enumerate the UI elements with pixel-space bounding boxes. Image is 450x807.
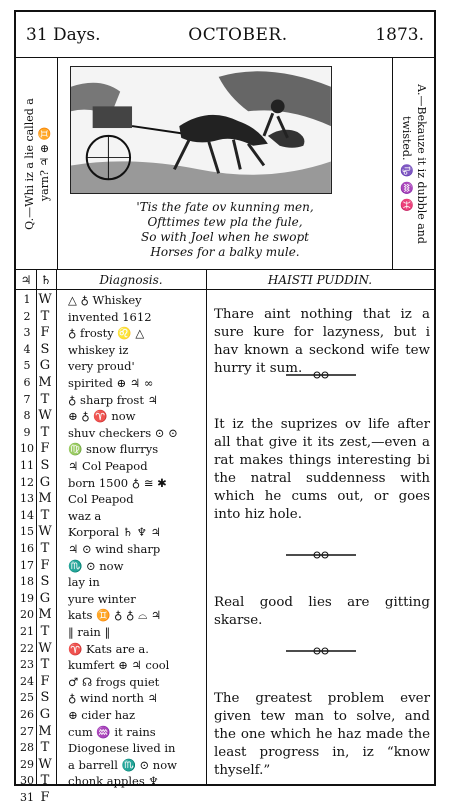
paragraph-2: It iz the suprizes ov life after all that give it its zest,—even a rat makes things interesting bi the natral suddenness with which he cums out, or goes into hiz hole.	[214, 417, 430, 522]
day-row	[16, 657, 216, 674]
weekday-letter: W	[38, 408, 52, 424]
top-band	[16, 58, 434, 270]
day-number: 2	[23, 309, 31, 323]
paragraph-1: Thare aint nothing that iz a sure kure for lazyness, but i hav known a seckond wife tew hurry it sum.	[214, 307, 430, 376]
weekday-letter: G	[39, 358, 51, 374]
weekday-letter: W	[38, 524, 52, 540]
diagnosis-entry: cum ♒ it rains	[68, 724, 156, 739]
weekday-letter: F	[40, 441, 50, 457]
day-number: 8	[23, 409, 31, 423]
day-number: 4	[23, 342, 31, 356]
diagnosis-entry: ♁ sharp frost ♃	[68, 392, 158, 407]
day-number: 14	[20, 508, 34, 522]
day-row	[16, 375, 216, 392]
day-number: 9	[23, 425, 31, 439]
day-number: 23	[20, 658, 34, 672]
weekday-letter: F	[40, 673, 50, 689]
day-row	[16, 724, 216, 741]
paragraph-3: Real good lies are gitting skarse.	[214, 595, 430, 628]
paragraph-4: The greatest problem ever given tew man to solve, and the one which he haz made the least progress in, iz “know thyself.”	[214, 691, 430, 778]
day-row	[16, 425, 216, 442]
day-row	[16, 740, 216, 757]
day-number: 1	[23, 293, 31, 306]
diagnosis-entry: Col Peapod	[68, 492, 134, 507]
question-line-1: Q.—Whi iz a lie called a	[22, 97, 36, 230]
days-count: 31 Days.	[26, 24, 101, 45]
day-number: 22	[20, 641, 34, 655]
day-row	[16, 757, 216, 774]
day-row	[16, 475, 216, 492]
weekday-letter: F	[40, 790, 50, 805]
illustration-panel	[58, 58, 392, 269]
weekday-letter: M	[38, 491, 52, 507]
day-row	[16, 325, 216, 342]
day-row	[16, 690, 216, 707]
day-number: 29	[20, 757, 34, 771]
weekday-letter: W	[38, 756, 52, 772]
month-title: OCTOBER.	[188, 24, 288, 45]
day-row	[16, 508, 216, 525]
day-number: 6	[23, 376, 31, 389]
weekday-letter: W	[38, 292, 52, 307]
day-row	[16, 441, 216, 458]
day-row	[16, 707, 216, 724]
weekday-letter: T	[40, 391, 50, 407]
question-line-2: yarn? ♃ ⊕ ♊	[37, 126, 51, 201]
day-number: 21	[20, 625, 34, 638]
verse-line: Ofttimes tew pla the fule,	[147, 215, 303, 229]
day-row	[16, 524, 216, 541]
weekday-letter: W	[38, 640, 52, 656]
horse-and-cart-illustration	[70, 66, 332, 194]
weekday-letter: M	[38, 723, 52, 739]
diagnosis-entry: ♃ ⊙ wind sharp	[68, 542, 161, 556]
diagnosis-entry: ♃ Col Peapod	[68, 459, 148, 473]
weekday-letter: T	[40, 308, 50, 324]
day-number: 5	[23, 359, 31, 373]
diagnosis-entry: very proud'	[68, 359, 135, 374]
day-symbol-header: ♄	[36, 270, 56, 290]
diagnosis-entry: lay in	[68, 575, 100, 590]
diagnosis-entry: Diogonese lived in	[68, 741, 176, 756]
day-row	[16, 641, 216, 658]
weekday-letter: F	[40, 557, 50, 573]
day-number: 31	[20, 791, 34, 804]
day-row	[16, 558, 216, 575]
weekday-letter: G	[39, 590, 51, 606]
answer-line-2: twisted. ♑ ♒ ♓	[399, 115, 413, 212]
weekday-letter: T	[40, 657, 50, 673]
diagnosis-entry: chonk apples ♆	[68, 774, 159, 789]
diagnosis-entry: shuv checkers ⊙ ⊙	[68, 425, 178, 440]
day-row	[16, 591, 216, 608]
diagnosis-entry: ♏ ⊙ now	[68, 558, 124, 573]
day-number: 28	[20, 741, 34, 755]
diagnosis-entry: ♈ Kats are a.	[68, 641, 149, 656]
day-row	[16, 790, 216, 807]
diagnosis-entry: invented 1612	[68, 309, 152, 324]
weekday-letter: S	[40, 341, 50, 357]
day-number: 15	[20, 525, 34, 539]
weekday-letter: T	[40, 740, 50, 756]
day-number: 7	[23, 392, 31, 406]
diagnosis-entry: △ ♁ Whiskey	[68, 293, 142, 307]
answer-panel	[392, 58, 434, 269]
answer-line-1: A.—Bekauze it iz dubble and	[414, 83, 428, 244]
day-number: 12	[20, 475, 34, 489]
weekday-letter: T	[40, 773, 50, 789]
day-row	[16, 358, 216, 375]
day-number: 3	[23, 326, 31, 340]
weekday-letter: G	[39, 474, 51, 490]
day-row	[16, 458, 216, 475]
diagnosis-entry: a barrell ♏ ⊙ now	[68, 757, 177, 772]
day-number: 27	[20, 724, 34, 738]
day-number: 26	[20, 708, 34, 721]
weekday-letter: T	[40, 507, 50, 523]
diagnosis-entry: Korporal ♄ ♆ ♃	[68, 525, 161, 540]
day-number: 18	[20, 575, 34, 589]
weekday-letter: M	[38, 375, 52, 390]
day-number: 24	[20, 674, 34, 688]
day-number: 13	[20, 492, 34, 506]
day-row	[16, 392, 216, 409]
diagnosis-entry: ‖ rain ‖	[68, 625, 111, 639]
diagnosis-entry: waz a	[68, 508, 102, 523]
day-row	[16, 624, 216, 641]
ornament-divider	[286, 370, 356, 380]
diagnosis-header: Diagnosis.	[56, 270, 206, 290]
weekday-letter: T	[40, 624, 50, 639]
verse	[58, 200, 392, 260]
day-row	[16, 292, 216, 309]
day-number: 10	[20, 442, 34, 456]
day-number: 17	[20, 558, 34, 572]
diagnosis-entry: spirited ⊕ ♃ ∞	[68, 376, 154, 390]
year: 1873.	[375, 24, 424, 45]
ornament-divider	[286, 550, 356, 560]
day-row	[16, 408, 216, 425]
day-number: 20	[20, 608, 34, 622]
diagnosis-entry: ⊕ cider haz	[68, 708, 136, 722]
weekday-letter: S	[40, 574, 50, 590]
day-row	[16, 491, 216, 508]
verse-line: Horses for a balky mule.	[150, 245, 300, 259]
day-number: 19	[20, 591, 34, 605]
weekday-letter: T	[40, 424, 50, 440]
day-row	[16, 342, 216, 359]
day-number: 11	[20, 459, 34, 472]
diagnosis-entry: ⊕ ♁ ♈ now	[68, 409, 136, 424]
diagnosis-entry: yure winter	[68, 591, 136, 606]
ornament-divider	[286, 646, 356, 656]
day-row	[16, 309, 216, 326]
diagnosis-entry: kats ♊ ♁ ♁ ⌓ ♃	[68, 608, 162, 623]
day-number: 30	[20, 774, 34, 788]
calendar-section	[16, 270, 434, 805]
weekday-symbol-header: ♃	[16, 270, 36, 290]
weekday-letter: S	[40, 458, 50, 473]
weekday-letter: T	[40, 541, 50, 556]
day-row	[16, 607, 216, 624]
diagnosis-entry: ♁ wind north ♃	[68, 691, 158, 706]
day-number: 25	[20, 691, 34, 705]
day-row	[16, 574, 216, 591]
diagnosis-entry: ♂ ☊ frogs quiet	[68, 674, 160, 689]
day-number: 16	[20, 542, 34, 555]
diagnosis-entry: born 1500 ♁ ≅ ✱	[68, 475, 167, 490]
diagnosis-entry: kumfert ⊕ ♃ cool	[68, 658, 170, 673]
weekday-letter: G	[39, 707, 51, 722]
diagnosis-entry: ♁ frosty ♌ △	[68, 326, 145, 341]
weekday-letter: M	[38, 607, 52, 623]
day-row	[16, 773, 216, 790]
verse-line: So with Joel when he swopt	[141, 230, 309, 244]
day-row	[16, 541, 216, 558]
almanac-page	[14, 10, 436, 805]
weekday-letter: F	[40, 325, 50, 341]
question-panel	[16, 58, 58, 269]
diagnosis-entry: ♍ snow flurrys	[68, 442, 159, 457]
weekday-letter: S	[40, 690, 50, 706]
verse-line: 'Tis the fate ov kunning men,	[136, 200, 314, 214]
day-row	[16, 674, 216, 691]
article-header: HAISTI PUDDIN.	[206, 270, 434, 290]
diagnosis-entry: whiskey iz	[68, 342, 129, 357]
page-header	[16, 12, 434, 58]
